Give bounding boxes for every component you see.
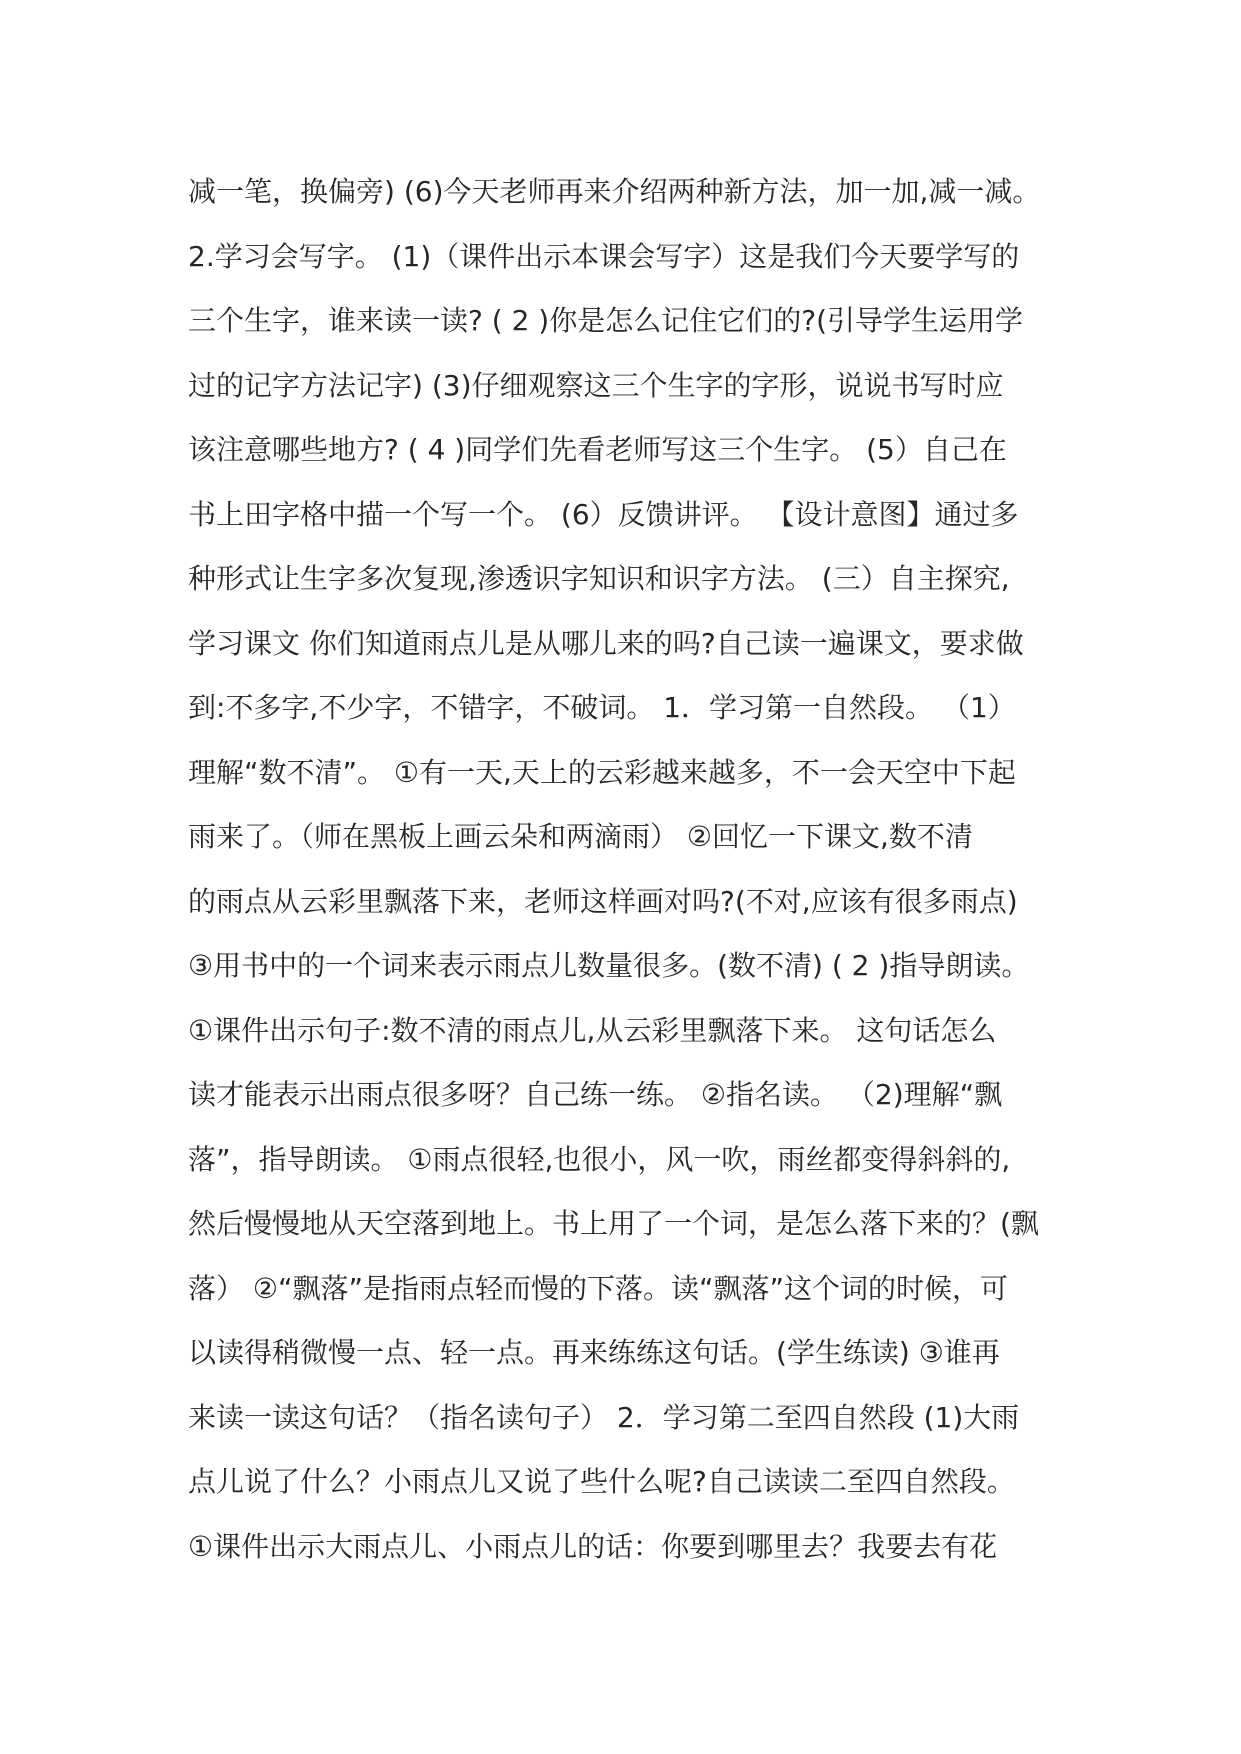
text-line-5: 该注意哪些地方? ( 4 )同学们先看老师写这三个生字。 (5）自己在	[188, 433, 1007, 466]
text-line-15: 读才能表示出雨点很多呀？自己练一练。 ②指名读。 （2)理解“飘	[188, 1078, 1003, 1111]
text-line-17: 然后慢慢地从天空落到地上。书上用了一个词，是怎么落下来的？(飘	[188, 1207, 1039, 1240]
text-line-3: 三个生字，谁来读一读? ( 2 )你是怎么记住它们的?(引导学生运用学	[188, 304, 1024, 337]
text-line-16: 落”，指导朗读。 ①雨点很轻,也很小，风一吹，雨丝都变得斜斜的,	[188, 1142, 1011, 1176]
text-line-14: ①课件出示句子:数不清的雨点儿,从云彩里飘落下来。 这句话怎么	[188, 1013, 997, 1047]
text-line-13: ③用书中的一个词来表示雨点儿数量很多。(数不清) ( 2 )指导朗读。	[188, 949, 1030, 982]
text-line-4: 过的记字方法记字) (3)仔细观察这三个生字的字形，说说书写时应	[188, 368, 1004, 402]
body-text	[188, 160, 1068, 1579]
text-line-20: 来读一读这句话？（指名读句子） 2．学习第二至四自然段 (1)大雨	[188, 1400, 1020, 1434]
text-line-9: 到:不多字,不少字，不错字，不破词。 1．学习第一自然段。 （1）	[188, 691, 1016, 724]
text-line-10: 理解“数不清”。 ①有一天,天上的云彩越来越多，不一会天空中下起	[188, 755, 1016, 789]
text-line-8: 学习课文 你们知道雨点儿是从哪儿来的吗?自己读一遍课文，要求做	[188, 626, 1024, 660]
text-line-2: 2.学习会写字。 (1)（课件出示本课会写字）这是我们今天要学写的	[188, 239, 1020, 273]
text-line-18: 落） ②“飘落”是指雨点轻而慢的下落。读“飘落”这个词的时候，可	[188, 1271, 1009, 1305]
text-line-1: 减一笔，换偏旁) (6)今天老师再来介绍两种新方法，加一加,减一减。	[188, 175, 1041, 208]
text-line-21: 点儿说了什么？小雨点儿又说了些什么呢?自己读读二至四自然段。	[188, 1465, 1015, 1498]
text-line-12: 的雨点从云彩里飘落下来，老师这样画对吗?(不对,应该有很多雨点)	[188, 884, 1018, 918]
text-line-7: 种形式让生字多次复现,渗透识字知识和识字方法。 (三）自主探究,	[188, 562, 1010, 595]
text-line-22: ①课件出示大雨点儿、小雨点儿的话：你要到哪里去？我要去有花	[188, 1529, 998, 1563]
text-line-6: 书上田字格中描一个写一个。 (6）反馈讲评。 【设计意图】通过多	[188, 497, 1019, 531]
text-line-19: 以读得稍微慢一点、轻一点。再来练练这句话。(学生练读) ③谁再	[188, 1336, 1000, 1369]
text-line-11: 雨来了。（师在黑板上画云朵和两滴雨） ②回忆一下课文,数不清	[188, 820, 973, 853]
